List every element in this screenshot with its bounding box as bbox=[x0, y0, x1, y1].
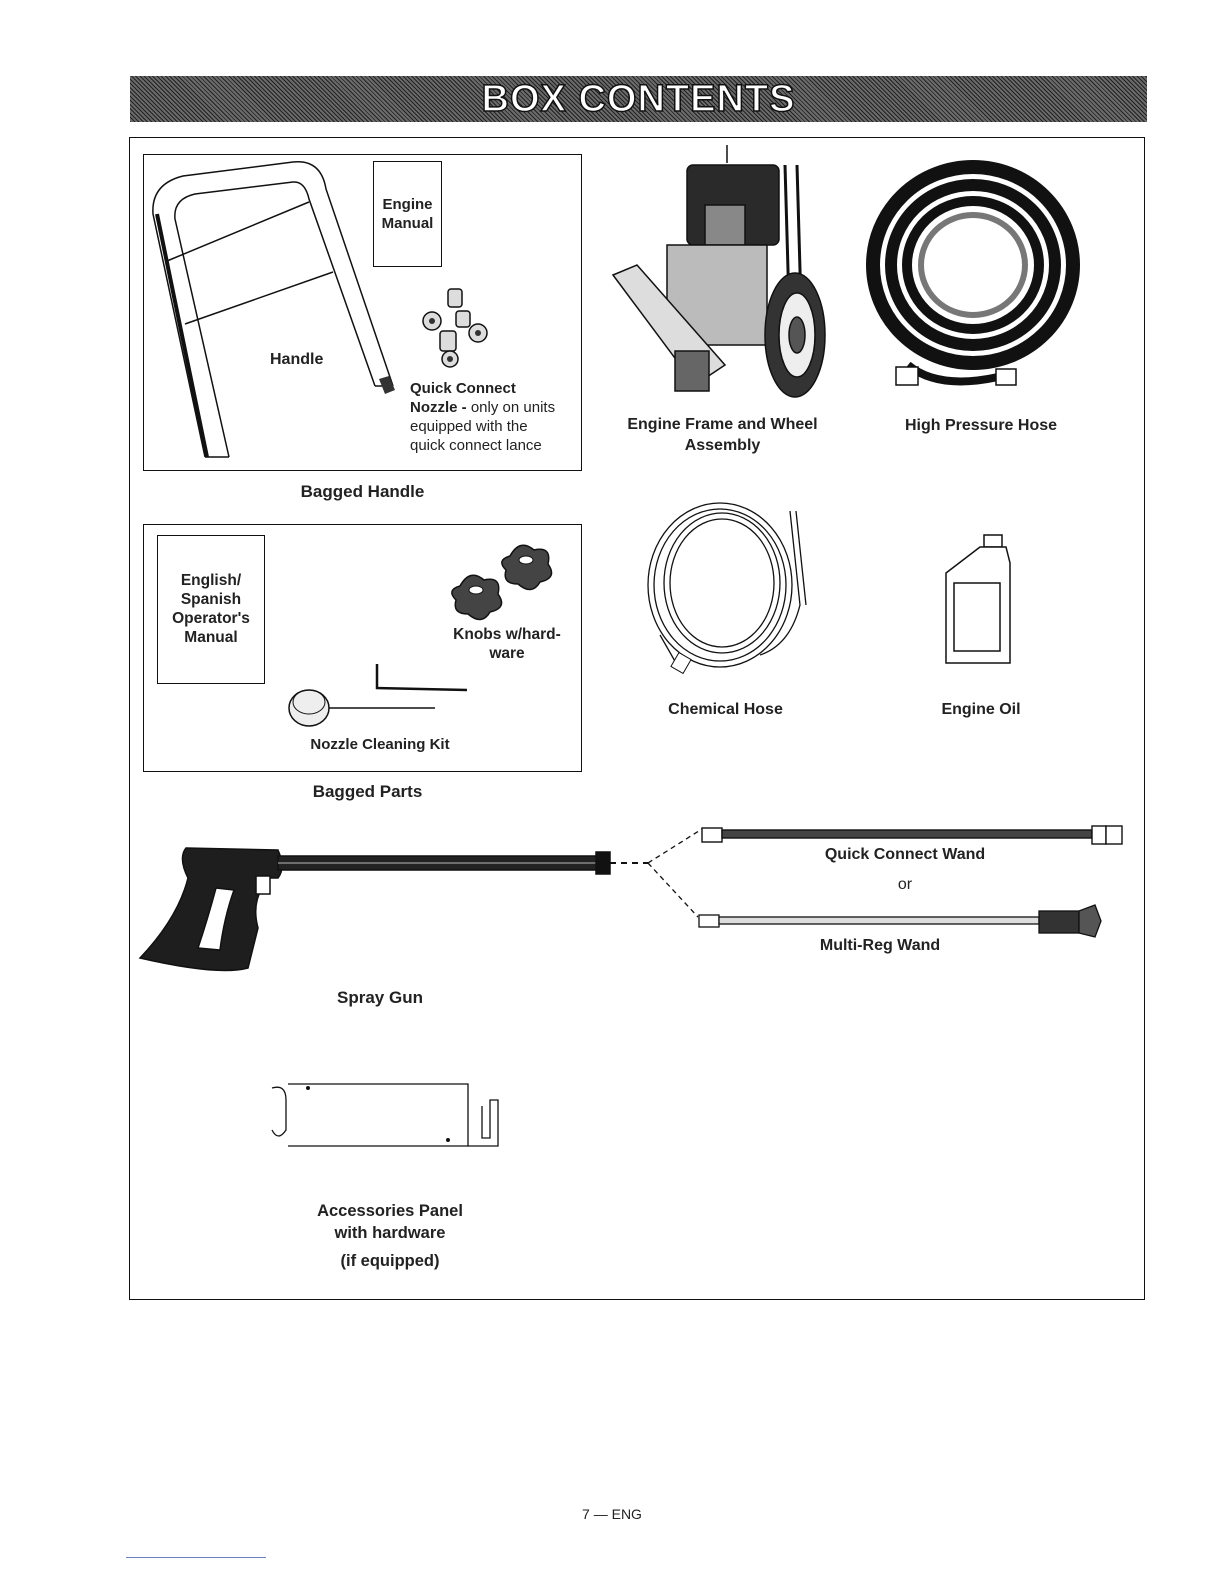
page-number: 7 — ENG bbox=[582, 1506, 642, 1522]
nozzle-note-line3: equipped with the bbox=[410, 418, 528, 435]
wand-or-label: or bbox=[897, 876, 913, 893]
engine-manual-line1: Engine bbox=[382, 196, 433, 213]
chemical-hose-label: Chemical Hose bbox=[668, 701, 783, 718]
engine-manual-label bbox=[373, 195, 442, 233]
manual-line4: Manual bbox=[184, 629, 238, 646]
knobs-label bbox=[440, 625, 574, 663]
engine-manual-line2: Manual bbox=[381, 215, 434, 232]
quick-connect-wand-icon bbox=[700, 822, 1125, 846]
knobs-line2: ware bbox=[489, 645, 525, 662]
bagged-handle-caption: Bagged Handle bbox=[300, 482, 425, 501]
accessories-panel-icon bbox=[268, 1080, 508, 1150]
chemical-hose-icon bbox=[640, 495, 820, 685]
accessories-line2: with hardware bbox=[334, 1224, 446, 1242]
engine-frame-label bbox=[600, 414, 845, 456]
spray-gun-drawing bbox=[138, 838, 638, 978]
multi-reg-wand-label: Multi-Reg Wand bbox=[819, 937, 941, 954]
accessories-panel-label bbox=[270, 1200, 510, 1272]
nozzle-note-bold: Nozzle - bbox=[410, 399, 467, 416]
footer-divider bbox=[126, 1557, 266, 1558]
manual-line3: Operator's bbox=[172, 610, 250, 627]
engine-oil-label: Engine Oil bbox=[941, 701, 1021, 718]
nozzle-note-line4: quick connect lance bbox=[410, 437, 542, 454]
manual-line1: English/ bbox=[180, 572, 242, 589]
nozzle-cleaning-kit-label: Nozzle Cleaning Kit bbox=[310, 736, 450, 753]
quick-connect-wand-label: Quick Connect Wand bbox=[824, 846, 986, 863]
high-pressure-hose-label: High Pressure Hose bbox=[904, 417, 1058, 434]
knobs-icon bbox=[450, 536, 560, 616]
accessories-line3: (if equipped) bbox=[340, 1252, 440, 1270]
high-pressure-hose-icon bbox=[868, 155, 1078, 395]
engine-frame-line2: Assembly bbox=[684, 437, 761, 454]
manual-line2: Spanish bbox=[180, 591, 242, 608]
knobs-line1: Knobs w/hard- bbox=[453, 626, 561, 643]
quick-connect-nozzles-icon bbox=[412, 283, 502, 373]
multi-reg-wand-icon bbox=[697, 903, 1117, 939]
section-title-bar bbox=[130, 76, 1147, 122]
accessories-line1: Accessories Panel bbox=[317, 1202, 463, 1220]
engine-frame-line1: Engine Frame and Wheel bbox=[627, 416, 818, 433]
engine-frame-drawing bbox=[605, 145, 835, 405]
bagged-parts-caption: Bagged Parts bbox=[312, 782, 423, 801]
page-title: BOX CONTENTS bbox=[481, 78, 796, 120]
spray-gun-label: Spray Gun bbox=[337, 988, 423, 1007]
operators-manual-label bbox=[157, 571, 265, 647]
engine-oil-icon bbox=[940, 533, 1020, 668]
nozzle-note-line1: Quick Connect bbox=[410, 380, 516, 397]
nozzle-note-line2: only on units bbox=[470, 399, 556, 416]
quick-connect-nozzle-note bbox=[410, 379, 580, 455]
handle-label: Handle bbox=[270, 351, 324, 368]
nozzle-cleaning-kit-icon bbox=[285, 660, 475, 730]
